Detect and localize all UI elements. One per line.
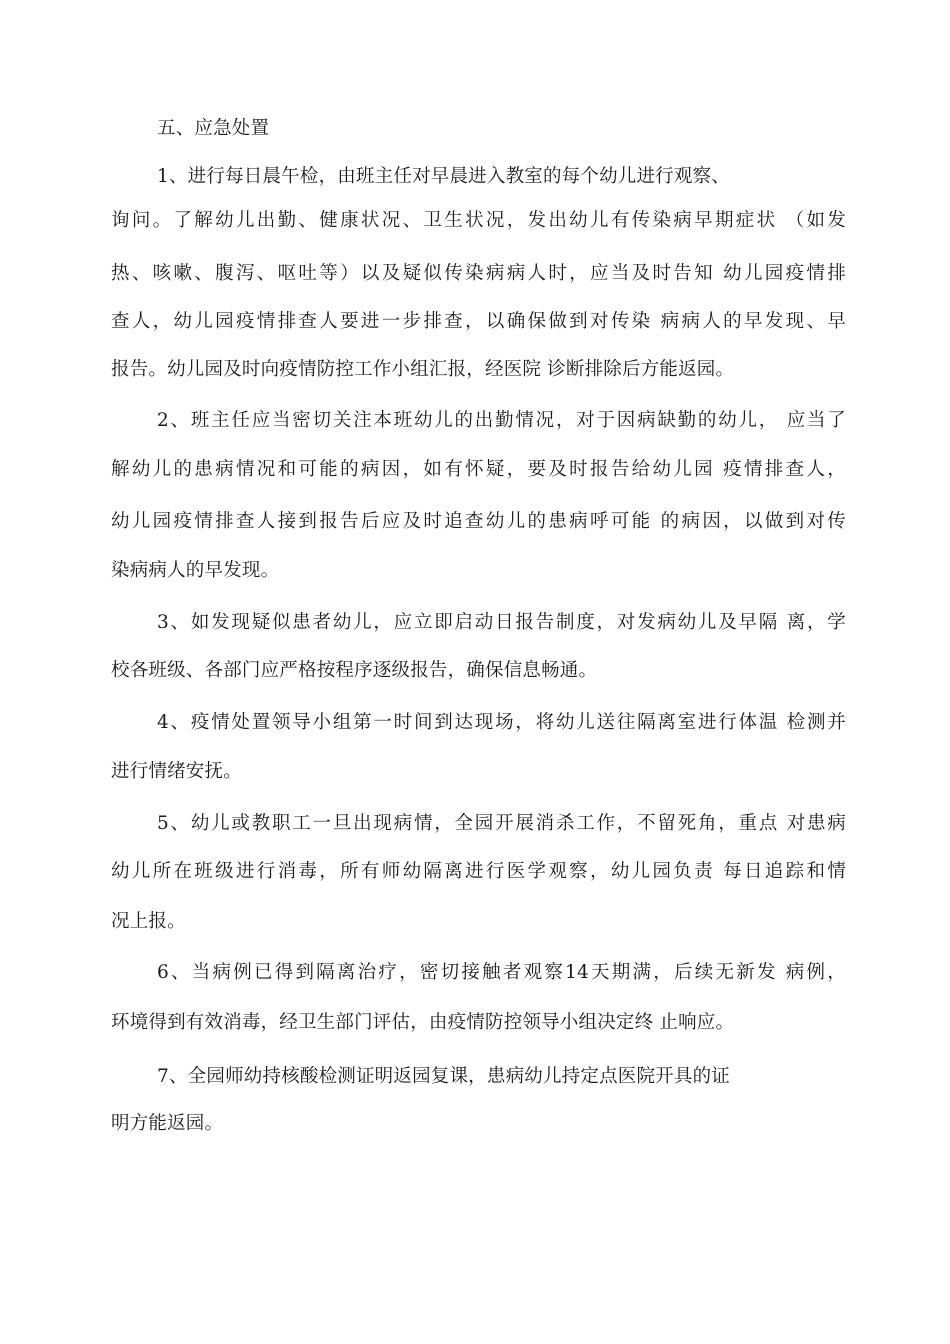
text-line: 环境得到有效消毒，经卫生部门评估，由疫情防控领导小组决定终 止响应。: [111, 1012, 735, 1033]
section-heading: 五、应急处置: [157, 118, 270, 139]
text-line: 1、进行每日晨午检，由班主任对早晨进入教室的每个幼儿进行观察、: [157, 166, 730, 187]
text-line: 3、如发现疑似患者幼儿，应立即启动日报告制度，对发病幼儿及早隔 离，学: [157, 612, 846, 633]
text-line: 5、幼儿或教职工一旦出现病情，全园开展消杀工作，不留死角，重点 对患病: [157, 813, 846, 834]
text-line: 查人，幼儿园疫情排查人要进一步排查，以确保做到对传染 病病人的早发现、早: [111, 311, 846, 332]
text-line: 校各班级、各部门应严格按程序逐级报告，确保信息畅通。: [111, 660, 598, 681]
text-line: 6、当病例已得到隔离治疗，密切接触者观察14天期满，后续无新发 病例，: [157, 962, 846, 983]
text-line: 幼儿园疫情排查人接到报告后应及时追查幼儿的患病呼可能 的病因，以做到对传: [111, 511, 846, 532]
text-line: 报告。幼儿园及时向疫情防控工作小组汇报，经医院 诊断排除后方能返园。: [111, 359, 735, 380]
text-line: 明方能返园。: [111, 1113, 224, 1134]
text-line: 7、全园师幼持核酸检测证明返园复课，患病幼儿持定点医院开具的证: [157, 1066, 730, 1087]
text-line: 热、咳嗽、腹泻、呕吐等）以及疑似传染病病人时，应当及时告知 幼儿园疫情排: [111, 263, 846, 284]
text-line: 况上报。: [111, 911, 186, 932]
text-line: 进行情绪安抚。: [111, 761, 242, 782]
text-line: 2、班主任应当密切关注本班幼儿的出勤情况，对于因病缺勤的幼儿， 应当了: [157, 410, 846, 431]
text-line: 4、疫情处置领导小组第一时间到达现场，将幼儿送往隔离室进行体温 检测并: [157, 712, 846, 733]
text-line: 解幼儿的患病情况和可能的病因，如有怀疑，要及时报告给幼儿园 疫情排查人，: [111, 459, 846, 480]
text-line: 询问。了解幼儿出勤、健康状况、卫生状况，发出幼儿有传染病早期症状 （如发: [111, 210, 846, 231]
text-line: 幼儿所在班级进行消毒，所有师幼隔离进行医学观察，幼儿园负责 每日追踪和情: [111, 861, 846, 882]
text-line: 染病病人的早发现。: [111, 560, 280, 581]
